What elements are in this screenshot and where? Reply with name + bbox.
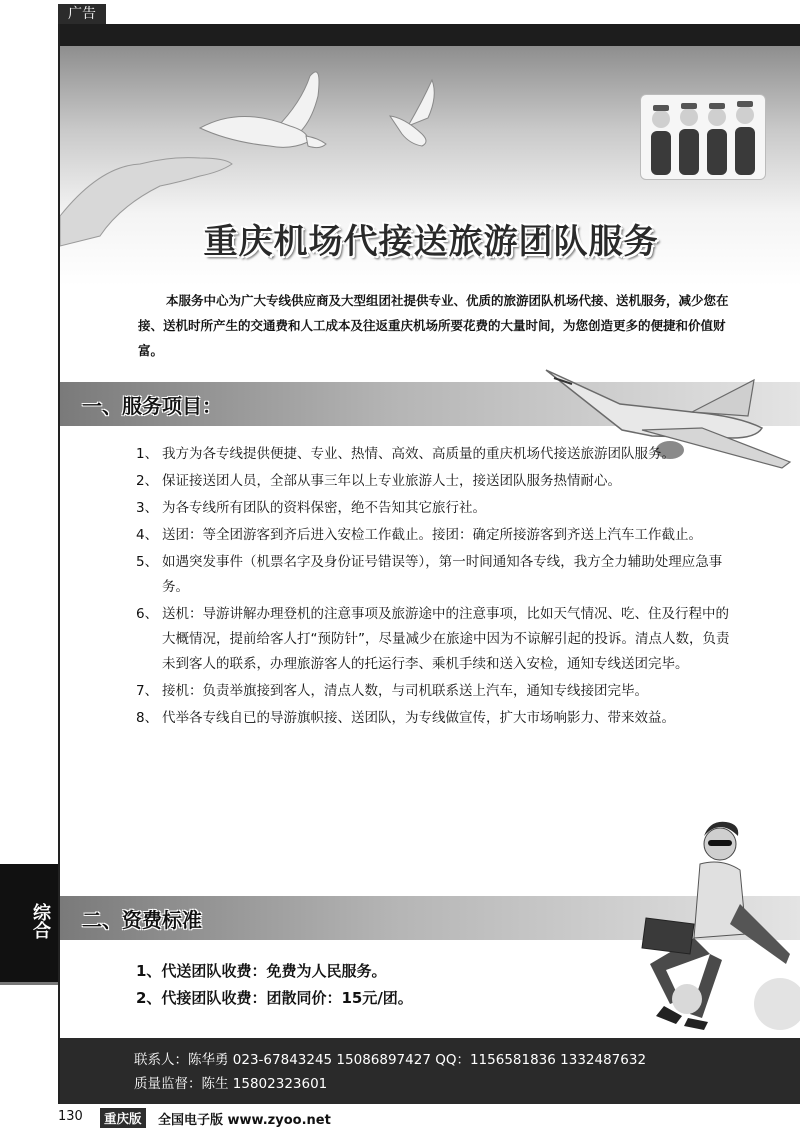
list-item: 5、 如遇突发事件（机票名字及身份证号错误等），第一时间通知各专线，我方全力辅助处理应急事务。 [136,554,723,595]
dove-icon [200,72,326,148]
list-item: 4、 送团：等全团游客到齐后进入安检工作截止。接团：确定所接游客到齐送上汽车工作截止。 [136,527,702,543]
decor-circle [754,978,800,1030]
list-item: 2、 保证接送团人员，全部从事三年以上专业旅游人士，接送团队服务热情耐心。 [136,473,621,489]
services-list [136,442,736,733]
page-title: 重庆机场代接送旅游团队服务 [203,222,659,262]
dove-icon [390,80,434,146]
flight-attendants-photo [640,94,766,180]
ad-page [58,24,800,1104]
list-item: 2、代接团队收费：团散同价：15元/团。 [136,989,413,1007]
intro-paragraph: 本服务中心为广大专线供应商及大型组团社提供专业、优质的旅游团队机场代接、送机服务，减少您在接、送机时所产生的交通费和人工成本及往返重庆机场所要花费的大量时间，为您创造更多的便捷和价值财富。 [138,293,729,358]
side-tab-label: 综合 [30,903,51,939]
top-band [60,24,800,46]
list-item: 8、 代举各专线自已的导游旗帜接、送团队，为专线做宣传，扩大市场响影力、带来效益。 [136,710,675,726]
list-item: 1、 我方为各专线提供便捷、专业、热情、高效、高质量的重庆机场代接送旅游团队服务。 [136,446,675,462]
list-item: 7、 接机：负责举旗接到客人，清点人数，与司机联系送上汽车，通知专线接团完毕。 [136,683,648,699]
decor-circle [672,984,702,1014]
ad-tag: 广告 [58,4,106,24]
edition-badge: 重庆版 [100,1108,146,1128]
section-title-fees: 二、资费标准 [82,908,202,932]
fees-list [136,958,413,1012]
footer-website: 全国电子版 www.zyoo.net [158,1113,331,1128]
list-item: 3、 为各专线所有团队的资料保密，绝不告知其它旅行社。 [136,500,486,516]
list-item: 6、 送机：导游讲解办理登机的注意事项及旅游途中的注意事项，比如天气情况、吃、住及行程中的大概情况，提前给客人打“预防针”，尽量减少在旅途中因为不谅解引起的投诉。清点人数，负责未到客人的联系，办理旅游客人的托运行李、乘机手续和送入安检，通知专线送团完毕。 [136,606,730,672]
list-item: 1、代送团队收费：免费为人民服务。 [136,962,387,980]
section-title-services: 一、服务项目： [82,394,222,418]
contact-info: 联系人：陈华勇 023-67843245 15086897427 QQ：1156581836 1332487632 [134,1052,647,1068]
quality-supervision: 质量监督：陈生 15802323601 [134,1076,328,1092]
contact-bar [60,1038,800,1104]
section-side-tab [0,864,58,985]
page-number: 130 [58,1109,83,1124]
